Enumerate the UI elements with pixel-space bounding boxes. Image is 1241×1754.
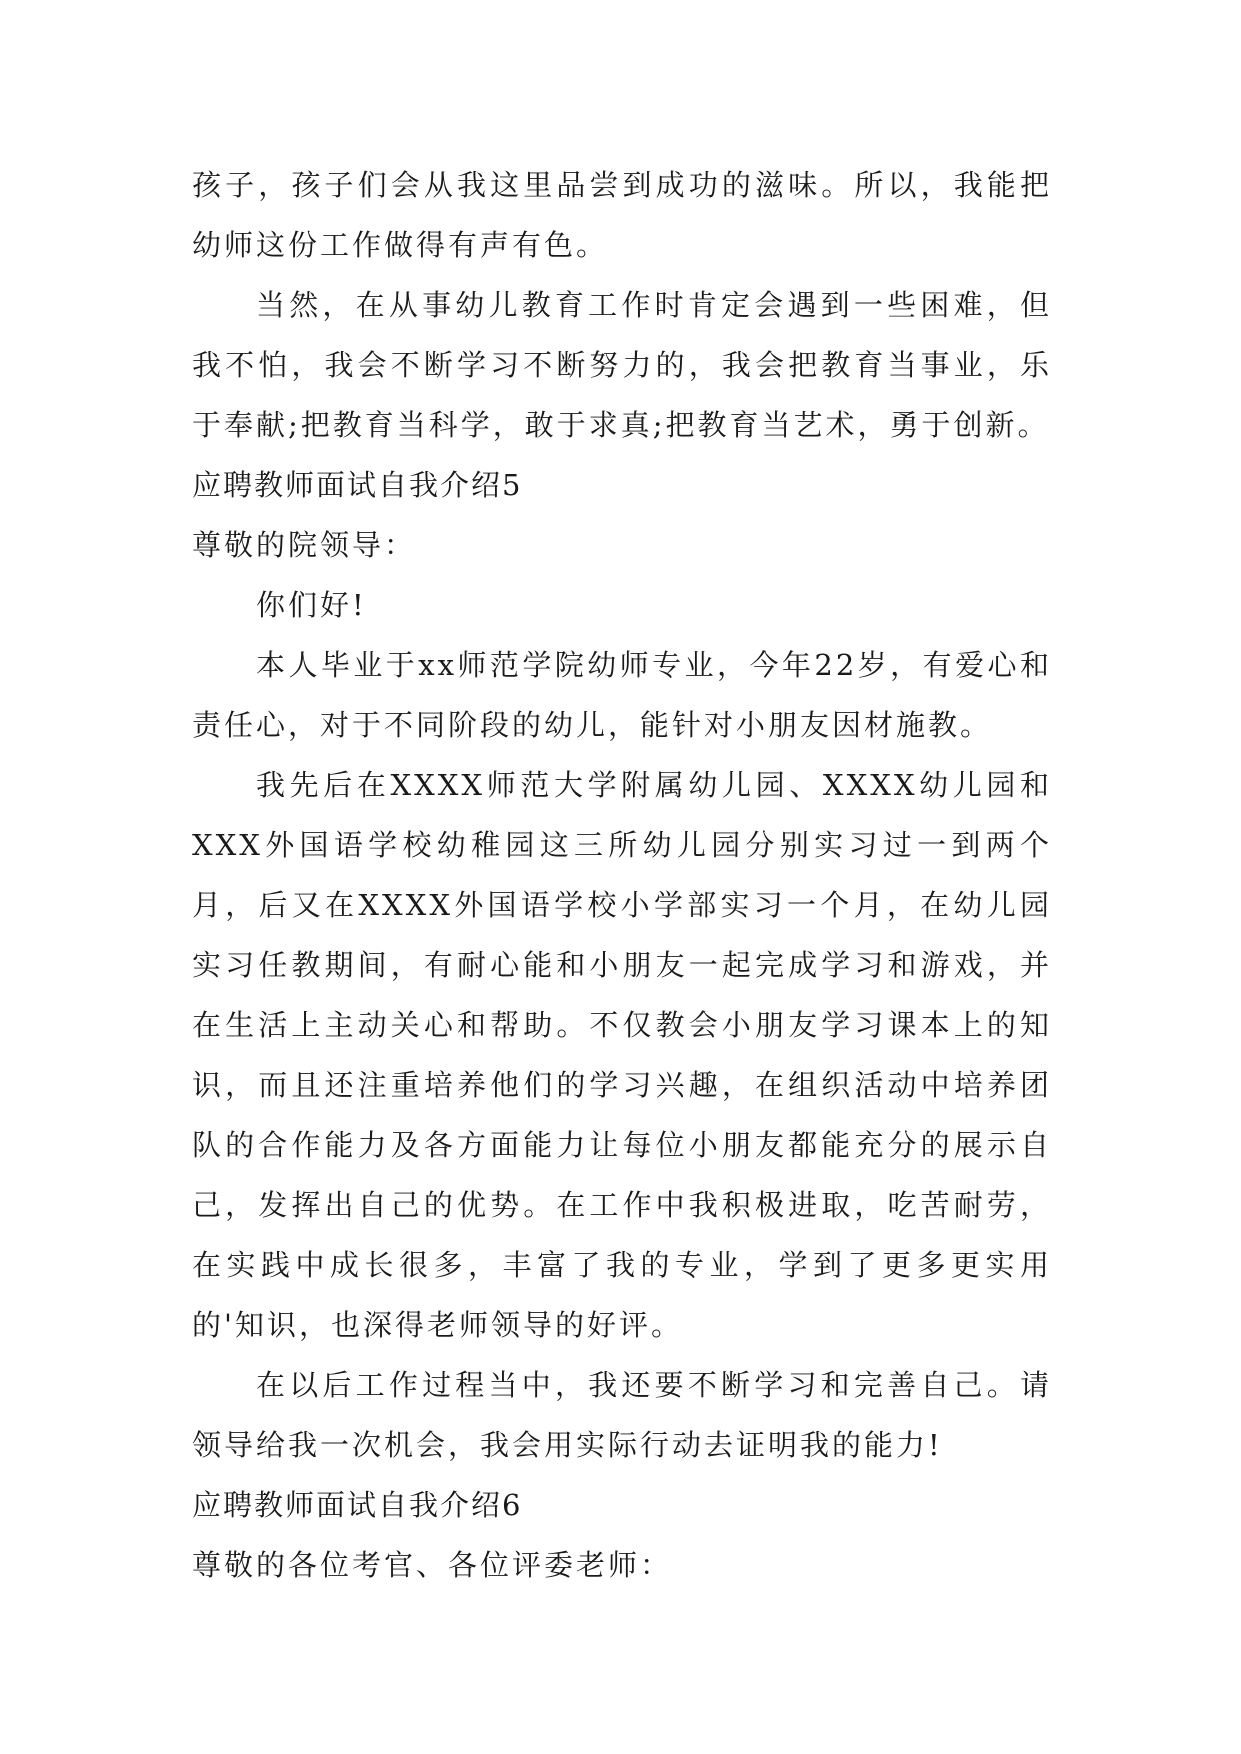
paragraph-continuation: 孩子，孩子们会从我这里品尝到成功的滋味。所以，我能把幼师这份工作做得有声有色。 xyxy=(192,168,1052,262)
greeting: 你们好! xyxy=(256,588,367,622)
section-heading-5: 应聘教师面试自我介绍5 xyxy=(192,468,523,502)
paragraph-internship: 我先后在XXXX师范大学附属幼儿园、XXXX幼儿园和XXX外国语学校幼稚园这三所幼儿园分别实习过一到两个月，后又在XXXX外国语学校小学部实习一个月，在幼儿园实习任教期间，有耐心能和小朋友一起完成学习和游戏，并在生活上主动关心和帮助。不仅教会小朋友学习课本上的知识，而且还注重培养他们的学习兴趣，在组织活动中培养团队的合作能力及各方面能力让每位小朋友都能充分的展示自己，发挥出自己的优势。在工作中我积极进取，吃苦耐劳，在实践中成长很多，丰富了我的专业，学到了更多更实用的'知识，也深得老师领导的好评。 xyxy=(192,768,1052,1342)
section-heading-6: 应聘教师面试自我介绍6 xyxy=(192,1488,523,1522)
paragraph-background: 本人毕业于xx师范学院幼师专业，今年22岁，有爱心和责任心，对于不同阶段的幼儿，能针对小朋友因材施教。 xyxy=(192,648,1052,742)
paragraph-closing: 在以后工作过程当中，我还要不断学习和完善自己。请领导给我一次机会，我会用实际行动去证明我的能力! xyxy=(192,1368,1052,1462)
salutation-leaders: 尊敬的院领导： xyxy=(192,528,417,562)
paragraph-difficulties: 当然，在从事幼儿教育工作时肯定会遇到一些困难，但我不怕，我会不断学习不断努力的，我会把教育当事业，乐于奉献;把教育当科学，敢于求真;把教育当艺术，勇于创新。 xyxy=(192,288,1052,442)
document-body xyxy=(192,155,1052,1595)
salutation-examiners: 尊敬的各位考官、各位评委老师： xyxy=(192,1548,673,1582)
